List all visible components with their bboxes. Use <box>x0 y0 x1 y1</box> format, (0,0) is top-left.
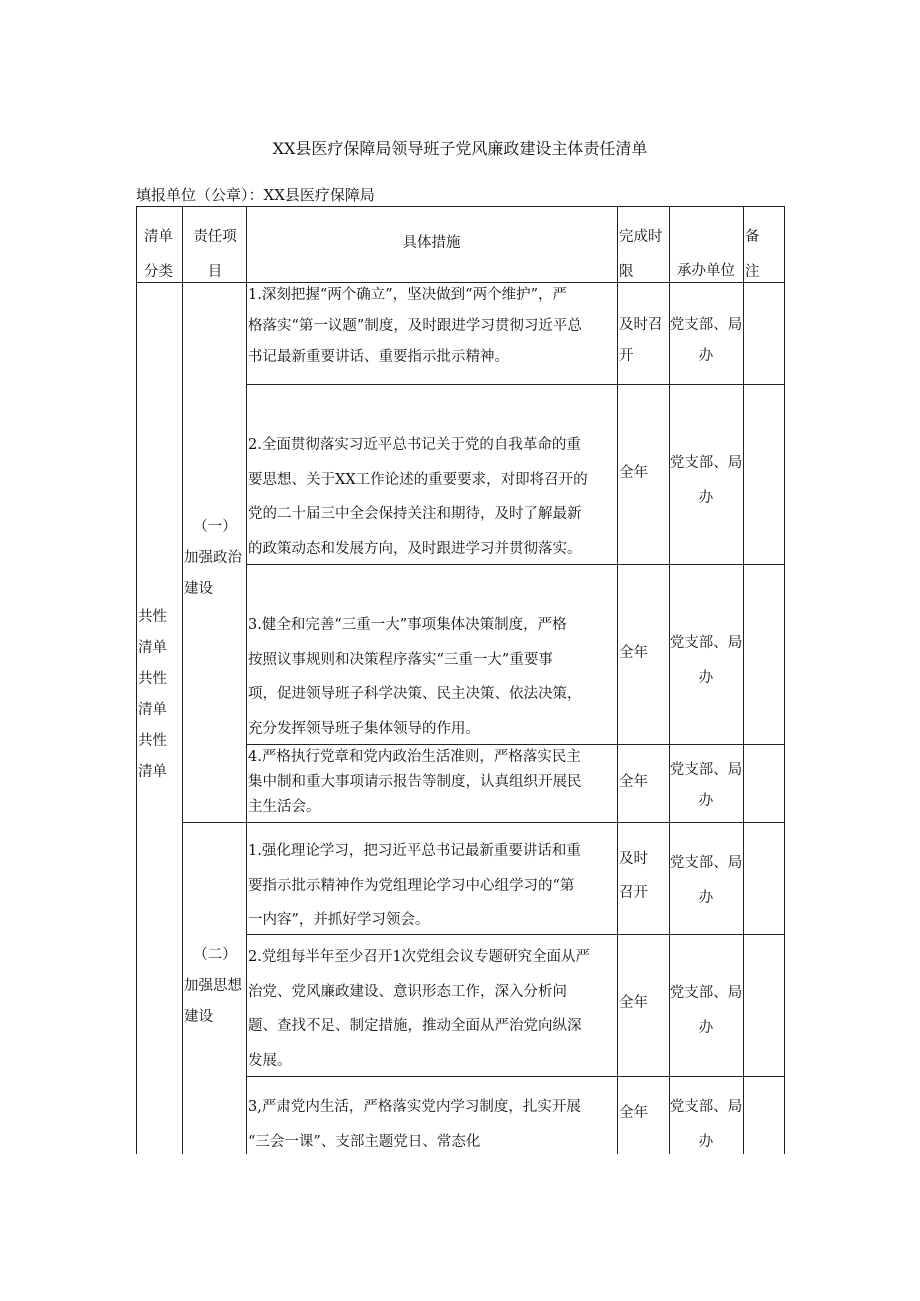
filler-line <box>136 184 375 205</box>
unit-1-2: 党支部、局 办 <box>669 455 743 506</box>
project-cell-2: （二） 加强思想 建设 <box>184 947 242 1025</box>
deadline-1-4: 全年 <box>619 774 648 790</box>
project-cell-1: （一） 加强政治 建设 <box>184 519 242 597</box>
filler-label: 填报单位（公章）： <box>136 186 264 204</box>
measure-1-1: 1.深刻把握“两个确立”，坚决做到“两个维护”，严 格落实“第一议题”制度，及时跟进学习贯彻习近平总 书记最新重要讲话、重要指示批示精神。 <box>248 287 582 365</box>
header-project: 责任项 目 <box>193 229 237 280</box>
measure-2-1: 1.强化理论学习，把习近平总书记最新重要讲话和重 要指示批示精神作为党组理论学习中心组学习的“第 一内容”，并抓好学习领会。 <box>248 843 581 928</box>
deadline-2-2: 全年 <box>619 995 648 1011</box>
category-cell: 共性 清单 共性 清单 共性 清单 <box>138 609 167 780</box>
deadline-1-3: 全年 <box>619 645 648 661</box>
header-remarks: 备 注 <box>745 229 760 280</box>
deadline-1-2: 全年 <box>619 465 648 481</box>
unit-2-2: 党支部、局 办 <box>669 985 743 1036</box>
deadline-2-3: 全年 <box>619 1105 648 1121</box>
unit-1-3: 党支部、局 办 <box>669 635 743 686</box>
page-title: XX县医疗保障局领导班子党风廉政建设主体责任清单 <box>272 139 648 158</box>
unit-2-3: 党支部、局 办 <box>669 1099 743 1150</box>
measure-1-2: 2.全面贯彻落实习近平总书记关于党的自我革命的重 要思想、关于XX工作论述的重要要求，对即将召开的 党的二十届三中全会保持关注和期待，及时了解最新 的政策动态和发展方向，及时跟进学习并贯彻落实。 <box>248 437 588 557</box>
header-measures: 具体措施 <box>402 235 461 251</box>
filler-value: XX县医疗保障局 <box>263 186 375 204</box>
unit-1-4: 党支部、局 办 <box>669 762 743 809</box>
measure-2-2: 2.党组每半年至少召开1次党组会议专题研究全面从严 治党、党风廉政建设、意识形态工作，深入分析问 题、查找不足、制定措施，推动全面从严治党向纵深 发展。 <box>248 949 591 1069</box>
measure-2-3: 3,严肃党内生活，严格落实党内学习制度，扎实开展 “三会一课”、支部主题党日、常态化 <box>248 1099 581 1150</box>
deadline-2-1: 及时 召开 <box>619 851 648 901</box>
header-category: 清单 分类 <box>144 229 173 280</box>
measure-1-4: 4.严格执行党章和党内政治生活准则，严格落实民主 集中制和重大事项请示报告等制度，认真组织开展民 主生活会。 <box>248 749 582 815</box>
deadline-1-1: 及时召 开 <box>619 317 663 364</box>
header-deadline: 完成时 限 <box>619 229 663 280</box>
header-unit: 承办单位 <box>677 263 735 279</box>
unit-2-1: 党支部、局 办 <box>669 855 743 906</box>
unit-1-1: 党支部、局 办 <box>669 317 743 364</box>
measure-1-3: 3.健全和完善“三重一大”事项集体决策制度，严格 按照议事规则和决策程序落实“三重一大”重要事 项，促进领导班子科学决策、民主决策、依法决策， 充分发挥领导班子集体领导的作用。 <box>248 617 582 737</box>
